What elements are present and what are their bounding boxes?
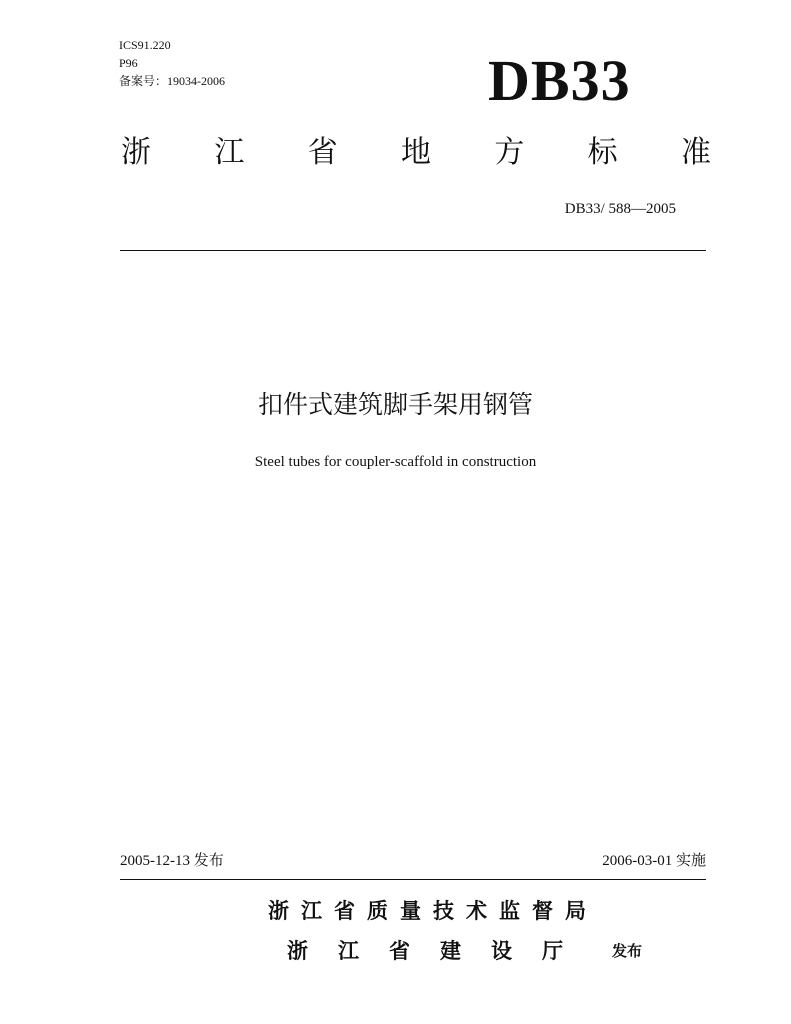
bottom-divider: [120, 879, 706, 880]
document-title-cn: 扣件式建筑脚手架用钢管: [257, 390, 533, 419]
standard-type-char: 方: [494, 135, 525, 170]
issuer-char: 术: [466, 899, 487, 923]
issuer-char: 技: [433, 899, 454, 923]
standard-type-char: 浙: [121, 135, 151, 170]
classification-code: P96: [119, 56, 138, 70]
issuer-char: 省: [389, 939, 410, 963]
issuer-char: 建: [440, 939, 461, 963]
issuer-char: 厅: [542, 939, 563, 963]
ics-code: ICS91.220: [119, 38, 171, 52]
issuer-char: 质: [367, 899, 388, 923]
issuer-quality-bureau: [268, 896, 586, 926]
issue-date: 2005-12-13 发布: [120, 853, 224, 869]
standard-code-logo: DB33: [488, 48, 631, 113]
standard-number: DB33/ 588—2005: [564, 201, 676, 217]
document-title-en: Steel tubes for coupler-scaffold in construction: [254, 454, 537, 470]
issuer-char: 监: [499, 899, 520, 923]
standard-type-heading: [121, 133, 711, 173]
implementation-date: 2006-03-01 实施: [602, 853, 706, 869]
issuer-char: 省: [334, 899, 355, 923]
record-number: 备案号：19034-2006: [119, 74, 225, 88]
issuer-char: 江: [338, 939, 359, 963]
issuer-char: 量: [400, 899, 421, 923]
standard-type-char: 江: [214, 135, 245, 170]
issuer-char: 督: [532, 899, 553, 923]
issuer-char: 设: [491, 939, 512, 963]
standard-type-char: 地: [400, 135, 431, 170]
issuer-construction-dept: [287, 936, 563, 966]
standard-type-char: 省: [307, 135, 338, 170]
issuer-char: 局: [565, 899, 586, 923]
publish-label: 发布: [612, 942, 643, 960]
issuer-char: 江: [301, 899, 322, 923]
standard-type-char: 标: [587, 135, 618, 170]
issuer-char: 浙: [268, 899, 289, 923]
standard-type-char: 准: [680, 135, 711, 170]
issuer-char: 浙: [287, 939, 308, 963]
top-divider: [120, 250, 706, 251]
